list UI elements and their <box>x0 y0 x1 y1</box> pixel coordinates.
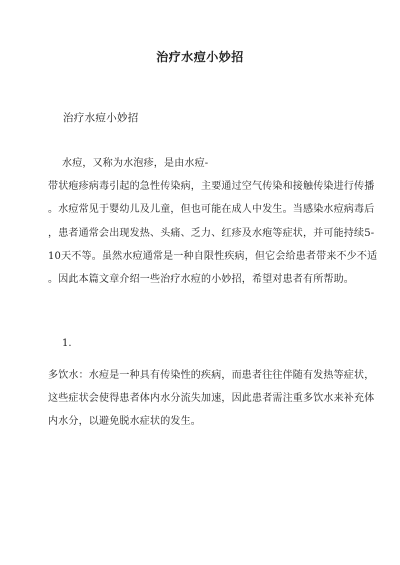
document-title: 治疗水痘小妙招 <box>156 50 244 64</box>
document-subheading: 治疗水痘小妙招 <box>63 112 139 124</box>
intro-line: 。水痘常见于婴幼儿及儿童，但也可能在成人中发生。当感染水痘病毒后 <box>48 204 375 216</box>
intro-line: 带状疱疹病毒引起的急性传染病，主要通过空气传染和接触传染进行传播 <box>48 181 375 193</box>
intro-paragraph <box>48 152 378 291</box>
intro-line: 10天不等。虽然水痘通常是一种自限性疾病，但它会给患者带来不少不适 <box>48 250 378 262</box>
list-item-line: 内水分，以避免脱水症状的发生。 <box>48 416 201 428</box>
intro-line: 。因此本篇文章介绍一些治疗水痘的小妙招，希望对患者有所帮助。 <box>48 274 354 286</box>
intro-line: ，患者通常会出现发热、头痛、乏力、红疹及水疱等症状，并可能持续5- <box>48 227 375 239</box>
list-item-line: 多饮水：水痘是一种具有传染性的疾病，而患者往往伴随有发热等症状， <box>48 370 375 381</box>
list-item-line: 这些症状会使得患者体内水分流失加速，因此患者需注重多饮水来补充体 <box>48 393 375 405</box>
list-item-number: 1. <box>62 338 72 349</box>
list-item-paragraph <box>48 364 375 434</box>
intro-line: 水痘，又称为水泡疹，是由水痘- <box>62 158 209 169</box>
